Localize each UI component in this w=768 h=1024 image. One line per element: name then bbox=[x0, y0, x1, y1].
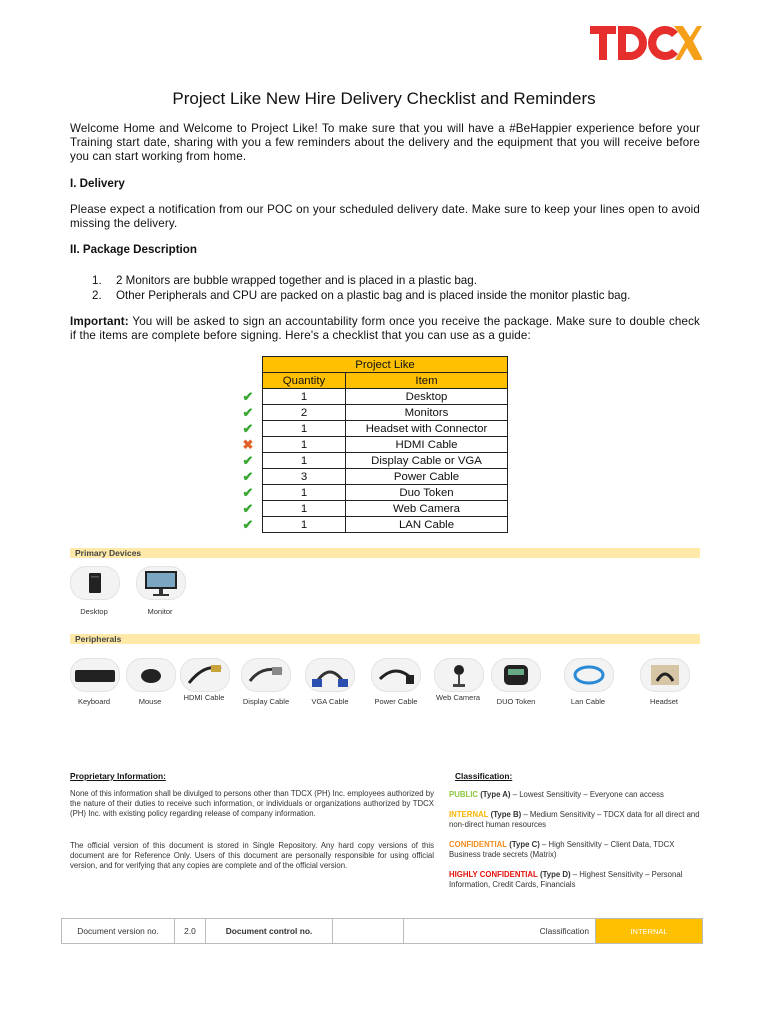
classification-item bbox=[449, 790, 707, 800]
list-text: Other Peripherals and CPU are packed on a plastic bag and is placed inside the monitor plastic bag. bbox=[116, 288, 631, 302]
table-title-row bbox=[263, 357, 508, 373]
quantity-cell: 3 bbox=[263, 469, 346, 485]
checklist-table bbox=[262, 356, 508, 533]
classification-level-name: PUBLIC bbox=[449, 790, 479, 799]
doc-control-label: Document control no. bbox=[206, 919, 333, 943]
classification-level-type: (Type B) bbox=[490, 810, 522, 819]
peripherals-row bbox=[70, 658, 710, 718]
device-monitor bbox=[136, 566, 184, 616]
vga-cable-icon bbox=[305, 658, 355, 692]
classification-item bbox=[449, 870, 707, 890]
table-row bbox=[263, 421, 508, 437]
check-icon: ✔ bbox=[242, 421, 254, 436]
check-icon: ✔ bbox=[242, 501, 254, 516]
device-mouse bbox=[126, 658, 174, 706]
classification-value: INTERNAL bbox=[596, 919, 702, 943]
peripherals-label: Peripherals bbox=[75, 634, 122, 644]
item-cell: Duo Token bbox=[346, 485, 508, 501]
device-duo-token bbox=[490, 658, 542, 706]
classification-label: Classification bbox=[404, 919, 596, 943]
table-title: Project Like bbox=[263, 357, 508, 373]
hdmi-cable-icon bbox=[180, 658, 230, 692]
important-text: You will be asked to sign an accountability form once you receive the package. Make sure to double check if the items are complete before signing. Here's a checklist that you can use as a guide: bbox=[70, 315, 700, 342]
doc-version-value: 2.0 bbox=[175, 919, 206, 943]
device-power-cable bbox=[368, 658, 424, 706]
quantity-cell: 2 bbox=[263, 405, 346, 421]
device-hdmi-cable bbox=[180, 658, 228, 702]
classification-level-desc: – Highest Sensitivity – Personal Information, Credit Cards, Financials bbox=[449, 870, 683, 889]
item-cell: Power Cable bbox=[346, 469, 508, 485]
device-label: HDMI Cable bbox=[183, 693, 225, 702]
device-label: Keyboard bbox=[77, 697, 111, 706]
quantity-cell: 1 bbox=[263, 389, 346, 405]
quantity-cell: 1 bbox=[263, 485, 346, 501]
quantity-cell: 1 bbox=[263, 517, 346, 533]
item-cell: Display Cable or VGA bbox=[346, 453, 508, 469]
quantity-cell: 1 bbox=[263, 421, 346, 437]
classification-list bbox=[449, 790, 707, 900]
list-number: 2. bbox=[92, 288, 102, 302]
check-icon: ✔ bbox=[242, 517, 254, 532]
check-icon: ✔ bbox=[242, 389, 254, 404]
tdcx-logo-mark bbox=[590, 20, 702, 66]
device-web-camera bbox=[434, 658, 482, 702]
item-cell: Web Camera bbox=[346, 501, 508, 517]
table-row bbox=[263, 517, 508, 533]
device-label: Power Cable bbox=[374, 697, 418, 706]
table-row bbox=[263, 469, 508, 485]
doc-control-value bbox=[333, 919, 404, 943]
web-camera-icon bbox=[434, 658, 484, 692]
column-header-quantity: Quantity bbox=[263, 373, 346, 389]
device-keyboard bbox=[70, 658, 118, 706]
classification-level-desc: – High Sensitivity – Client Data, TDCX Business trade secrets (Matrix) bbox=[449, 840, 675, 859]
item-cell: HDMI Cable bbox=[346, 437, 508, 453]
quantity-cell: 1 bbox=[263, 453, 346, 469]
classification-level-type: (Type D) bbox=[539, 870, 571, 879]
table-row bbox=[263, 389, 508, 405]
primary-devices-label: Primary Devices bbox=[75, 548, 142, 558]
tdcx-logo bbox=[590, 20, 702, 66]
primary-devices-row bbox=[70, 566, 710, 618]
checklist-marks bbox=[238, 389, 258, 533]
lan-cable-icon bbox=[564, 658, 614, 692]
table-row bbox=[263, 453, 508, 469]
list-number: 1. bbox=[92, 274, 102, 287]
keyboard-icon bbox=[70, 658, 120, 692]
important-paragraph bbox=[70, 315, 700, 343]
doc-version-label: Document version no. bbox=[62, 919, 175, 943]
device-lan-cable bbox=[564, 658, 612, 706]
column-header-item: Item bbox=[346, 373, 508, 389]
device-label: Web Camera bbox=[435, 693, 481, 702]
check-icon: ✔ bbox=[242, 469, 254, 484]
list-text: 2 Monitors are bubble wrapped together and is placed in a plastic bag. bbox=[116, 274, 477, 287]
device-label: Headset bbox=[650, 697, 678, 706]
package-list bbox=[92, 274, 712, 303]
classification-level-desc: – Lowest Sensitivity – Everyone can access bbox=[510, 790, 664, 799]
check-icon: ✔ bbox=[242, 453, 254, 468]
important-label: Important: bbox=[70, 315, 129, 328]
duo-token-icon bbox=[491, 658, 541, 692]
check-icon: ✔ bbox=[242, 485, 254, 500]
item-cell: Monitors bbox=[346, 405, 508, 421]
package-heading: II. Package Description bbox=[70, 243, 197, 256]
power-cable-icon bbox=[371, 658, 421, 692]
list-item bbox=[92, 289, 712, 304]
document-version-bar bbox=[61, 918, 703, 944]
list-item bbox=[92, 274, 712, 289]
classification-level-type: (Type C) bbox=[509, 840, 540, 849]
display-cable-icon bbox=[241, 658, 291, 692]
peripherals-band bbox=[70, 634, 700, 644]
classification-heading: Classification: bbox=[455, 771, 513, 781]
mouse-icon bbox=[126, 658, 176, 692]
proprietary-paragraph-2: The official version of this document is stored in Single Repository. Any hard copy versions of this document are for Reference Only. Users of this document are personally responsible for using official version, and for verifying that any copies are complete and of the official version. bbox=[70, 841, 434, 870]
table-header-row bbox=[263, 373, 508, 389]
classification-item bbox=[449, 810, 707, 830]
page-title: Project Like New Hire Delivery Checklist and Reminders bbox=[172, 89, 596, 108]
delivery-text: Please expect a notification from our POC on your scheduled delivery date. Make sure to keep your lines open to avoid missing the delivery. bbox=[70, 203, 700, 230]
table-row bbox=[263, 405, 508, 421]
device-label: DUO Token bbox=[496, 697, 536, 706]
proprietary-heading: Proprietary Information: bbox=[70, 771, 166, 781]
proprietary-paragraph-1: None of this information shall be divulged to persons other than TDCX (PH) Inc. employees authorized by the nature of their duties to receive such information, or individuals or organizations authorized by TDCX (PH) Inc. with existing policy regarding release of company information. bbox=[70, 789, 434, 818]
headset-icon bbox=[640, 658, 690, 692]
intro-paragraph: Welcome Home and Welcome to Project Like! To make sure that you will have a #BeHappier experience before your Training start date, sharing with you a few reminders about the delivery and the equipment that you will receive before you can start working from home. bbox=[70, 122, 700, 163]
device-display-cable bbox=[238, 658, 294, 706]
device-label: Desktop bbox=[80, 607, 108, 616]
quantity-cell: 1 bbox=[263, 501, 346, 517]
table-row bbox=[263, 485, 508, 501]
device-label: VGA Cable bbox=[311, 697, 349, 706]
device-label: Lan Cable bbox=[570, 697, 606, 706]
primary-devices-band bbox=[70, 548, 700, 558]
classification-level-desc: – Medium Sensitivity – TDCX data for all direct and non-direct human resources bbox=[449, 810, 700, 829]
check-icon: ✔ bbox=[242, 405, 254, 420]
classification-level-name: CONFIDENTIAL bbox=[449, 840, 508, 849]
item-cell: LAN Cable bbox=[346, 517, 508, 533]
classification-level-name: HIGHLY CONFIDENTIAL bbox=[449, 870, 538, 879]
classification-level-type: (Type A) bbox=[480, 790, 511, 799]
device-vga-cable bbox=[304, 658, 356, 706]
table-row bbox=[263, 437, 508, 453]
device-label: Monitor bbox=[147, 607, 173, 616]
item-cell: Desktop bbox=[346, 389, 508, 405]
item-cell: Headset with Connector bbox=[346, 421, 508, 437]
device-desktop bbox=[70, 566, 118, 616]
classification-level-name: INTERNAL bbox=[449, 810, 489, 819]
device-label: Mouse bbox=[138, 697, 162, 706]
desktop-icon bbox=[70, 566, 120, 600]
quantity-cell: 1 bbox=[263, 437, 346, 453]
monitor-icon bbox=[136, 566, 186, 600]
classification-item bbox=[449, 840, 707, 860]
device-label: Display Cable bbox=[242, 697, 290, 706]
delivery-heading: I. Delivery bbox=[70, 177, 125, 190]
table-row bbox=[263, 501, 508, 517]
device-headset bbox=[640, 658, 688, 706]
cross-icon: ✖ bbox=[242, 437, 254, 452]
